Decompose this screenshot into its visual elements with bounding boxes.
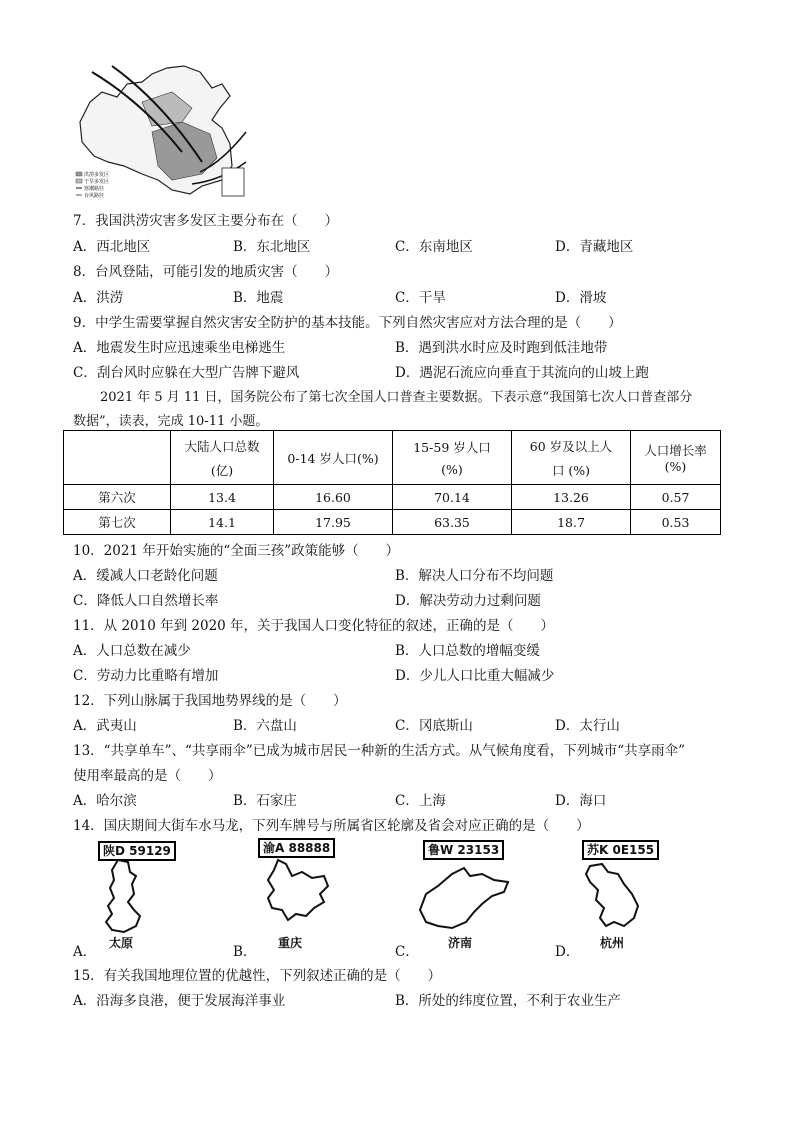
- intro-line-2: 数据”，读表，完成 10-11 小题。: [73, 414, 269, 429]
- plate-b: 渝A 88888: [258, 838, 335, 858]
- header-total-population: 大陆人口总数 (亿): [171, 431, 274, 485]
- q7-stem: 7．我国洪涝灾害多发区主要分布在（ ）: [73, 213, 339, 229]
- q11-option-b[interactable]: B．人口总数的增幅变缓: [395, 643, 540, 659]
- q9-stem: 9．中学生需要掌握自然灾害安全防护的基本技能。下列自然灾害应对方法合理的是（ ）: [73, 315, 622, 331]
- q13-option-b[interactable]: B．石家庄: [233, 793, 297, 809]
- q11-option-a[interactable]: A．人口总数在减少: [73, 643, 191, 659]
- cell-value: 0.53: [631, 510, 721, 535]
- q9-option-c[interactable]: C．刮台风时应躲在大型广告牌下避风: [73, 365, 300, 381]
- map-legend: [76, 171, 109, 199]
- q13-option-a[interactable]: A．哈尔滨: [73, 793, 137, 809]
- q8-option-a[interactable]: A．洪涝: [73, 290, 124, 306]
- cell-value: 0.57: [631, 485, 721, 510]
- header-age-0-14: 0-14 岁人口(%): [274, 431, 393, 485]
- q7-option-a[interactable]: A．西北地区: [73, 239, 151, 255]
- q12-option-b[interactable]: B．六盘山: [233, 718, 297, 734]
- q14-letter-b[interactable]: B．: [233, 944, 257, 960]
- legend-cold-wave: 寒潮路径: [84, 186, 105, 192]
- legend-drought: 干旱多发区: [84, 179, 110, 185]
- table-header-row: [64, 431, 721, 485]
- q14-stem: 14．国庆期间大街车水马龙，下列车牌号与所属省区轮廓及省会对应正确的是（ ）: [73, 818, 590, 834]
- q7-option-c[interactable]: C．东南地区: [395, 239, 473, 255]
- cell-value: 13.26: [512, 485, 631, 510]
- cell-value: 18.7: [512, 510, 631, 535]
- city-b: 重庆: [278, 936, 303, 950]
- cell-census-label: 第七次: [64, 510, 171, 535]
- q12-option-a[interactable]: A．武夷山: [73, 718, 137, 734]
- city-d: 杭州: [600, 936, 625, 950]
- jiangsu-outline-icon: [580, 860, 642, 932]
- q11-option-d[interactable]: D．少儿人口比重大幅减少: [395, 668, 555, 684]
- intro-line-1: 2021 年 5 月 11 日，国务院公布了第七次全国人口普查主要数据。下表示意“我国第七次人口普查部分: [100, 390, 693, 405]
- q13-stem: 13．“共享单车”、“共享雨伞”已成为城市居民一种新的生活方式。从气候角度看，下列城市“共享雨伞”: [73, 743, 686, 759]
- q7-option-d[interactable]: D．青藏地区: [555, 239, 634, 255]
- cell-census-label: 第六次: [64, 485, 171, 510]
- q8-stem: 8．台风登陆，可能引发的地质灾害（ ）: [73, 264, 339, 280]
- q10-option-d[interactable]: D．解决劳动力过剩问题: [395, 593, 541, 609]
- header-age-60-plus: 60 岁及以上人 口 (%): [512, 431, 631, 485]
- header-growth-rate: 人口增长率(%): [631, 431, 721, 485]
- q14-letter-c[interactable]: C．: [395, 944, 419, 960]
- yunnan-outline-icon: [258, 856, 332, 926]
- q10-option-b[interactable]: B．解决人口分布不均问题: [395, 568, 554, 584]
- legend-typhoon: 台风路径: [84, 193, 105, 199]
- shaanxi-outline-icon: [100, 858, 144, 934]
- cell-value: 17.95: [274, 510, 393, 535]
- q9-option-a[interactable]: A．地震发生时应迅速乘坐电梯逃生: [73, 340, 286, 356]
- q7-option-b[interactable]: B．东北地区: [233, 239, 311, 255]
- q11-option-c[interactable]: C．劳动力比重略有增加: [73, 668, 219, 684]
- q10-option-a[interactable]: A．缓减人口老龄化问题: [73, 568, 218, 584]
- cell-value: 13.4: [171, 485, 274, 510]
- city-a: 太原: [109, 936, 134, 950]
- q9-option-d[interactable]: D．遇泥石流应向垂直于其流向的山坡上跑: [395, 365, 649, 381]
- q15-stem: 15．有关我国地理位置的优越性，下列叙述正确的是（ ）: [73, 968, 442, 984]
- q8-option-d[interactable]: D．滑坡: [555, 290, 607, 306]
- china-disaster-map: [72, 62, 248, 202]
- q9-option-b[interactable]: B．遇到洪水时应及时跑到低洼地带: [395, 340, 608, 356]
- q13-stem-cont: 使用率最高的是（ ）: [73, 768, 222, 784]
- cell-value: 16.60: [274, 485, 393, 510]
- q8-option-c[interactable]: C．干旱: [395, 290, 446, 306]
- plate-d: 苏K 0E155: [582, 840, 659, 860]
- q12-option-c[interactable]: C．冈底斯山: [395, 718, 473, 734]
- population-table: [63, 430, 721, 535]
- q13-option-d[interactable]: D．海口: [555, 793, 607, 809]
- q12-stem: 12．下列山脉属于我国地势界线的是（ ）: [73, 693, 347, 709]
- q10-option-c[interactable]: C．降低人口自然增长率: [73, 593, 219, 609]
- q13-option-c[interactable]: C．上海: [395, 793, 446, 809]
- header-cell-empty: [64, 431, 171, 485]
- q10-stem: 10．2021 年开始实施的“全面三孩”政策能够（ ）: [73, 543, 400, 559]
- q14-letter-d[interactable]: D．: [555, 944, 580, 960]
- q14-letter-a[interactable]: A．: [73, 944, 97, 960]
- q11-stem: 11．从 2010 年到 2020 年，关于我国人口变化特征的叙述，正确的是（ ）: [73, 618, 555, 634]
- q12-option-d[interactable]: D．太行山: [555, 718, 620, 734]
- plate-a: 陕D 59129: [98, 841, 176, 861]
- q15-option-a[interactable]: A．沿海多良港，便于发展海洋事业: [73, 993, 286, 1009]
- plate-c: 鲁W 23153: [423, 840, 504, 860]
- q15-option-b[interactable]: B．所处的纬度位置，不利于农业生产: [395, 993, 621, 1009]
- south-sea-inset: [222, 168, 244, 196]
- q8-option-b[interactable]: B．地震: [233, 290, 284, 306]
- city-c: 济南: [448, 936, 473, 950]
- cell-value: 63.35: [393, 510, 512, 535]
- legend-flood: 洪涝多发区: [84, 172, 110, 178]
- cell-value: 14.1: [171, 510, 274, 535]
- shandong-outline-icon: [412, 860, 512, 932]
- header-age-15-59: 15-59 岁人口 (%): [393, 431, 512, 485]
- table-row: [64, 510, 721, 535]
- cell-value: 70.14: [393, 485, 512, 510]
- table-row: [64, 485, 721, 510]
